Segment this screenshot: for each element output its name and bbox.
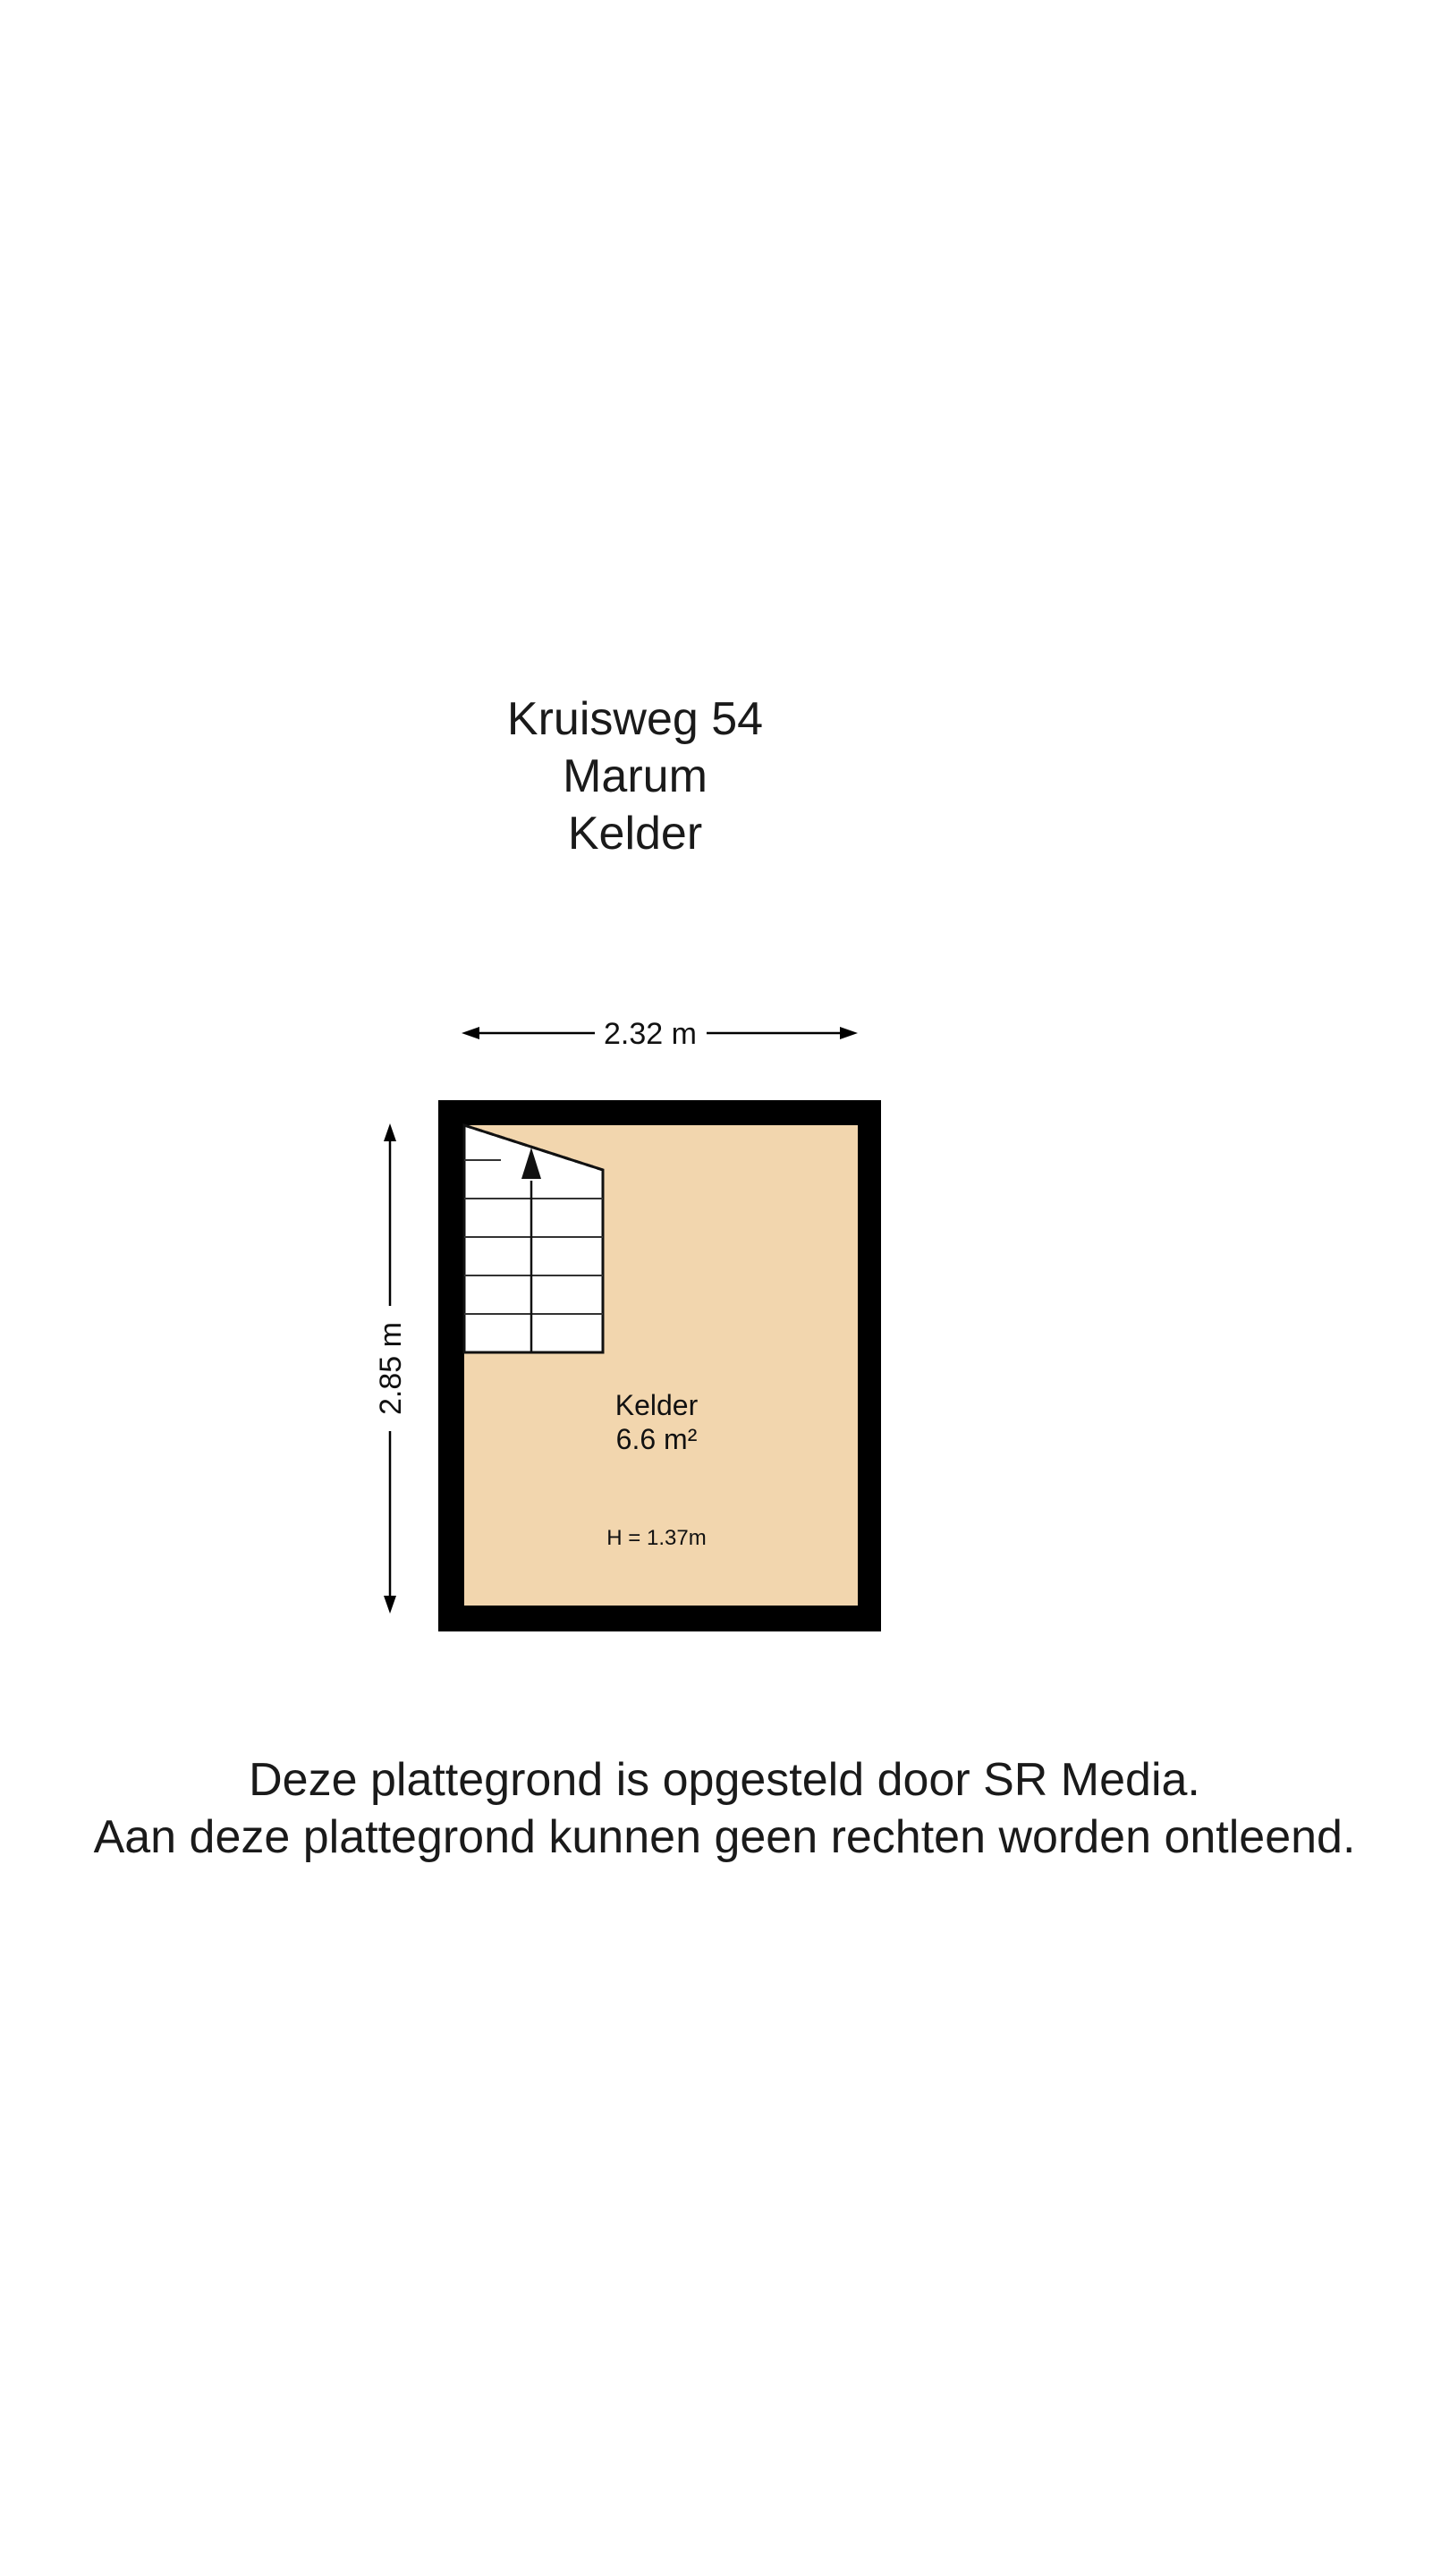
address-city: Marum xyxy=(563,750,708,802)
height-dimension xyxy=(374,1123,408,1614)
disclaimer-line-1: Deze plattegrond is opgesteld door SR Media. xyxy=(249,1754,1200,1806)
width-label: 2.32 m xyxy=(604,1017,697,1051)
arrow-up-icon xyxy=(384,1123,396,1141)
address-street: Kruisweg 54 xyxy=(506,693,764,745)
height-label: 2.85 m xyxy=(374,1322,408,1415)
arrow-down-icon xyxy=(384,1596,396,1614)
disclaimer xyxy=(0,1751,1449,1866)
arrow-left-icon xyxy=(462,1027,479,1039)
width-dimension xyxy=(462,1017,858,1051)
arrow-right-icon xyxy=(840,1027,858,1039)
room-ceiling-height: H = 1.37m xyxy=(606,1526,707,1550)
room-name: Kelder xyxy=(614,1389,699,1421)
disclaimer-line-2: Aan deze plattegrond kunnen geen rechten worden ontleend. xyxy=(93,1811,1356,1863)
room-area: 6.6 m² xyxy=(615,1423,698,1455)
floor-name: Kelder xyxy=(567,808,703,860)
